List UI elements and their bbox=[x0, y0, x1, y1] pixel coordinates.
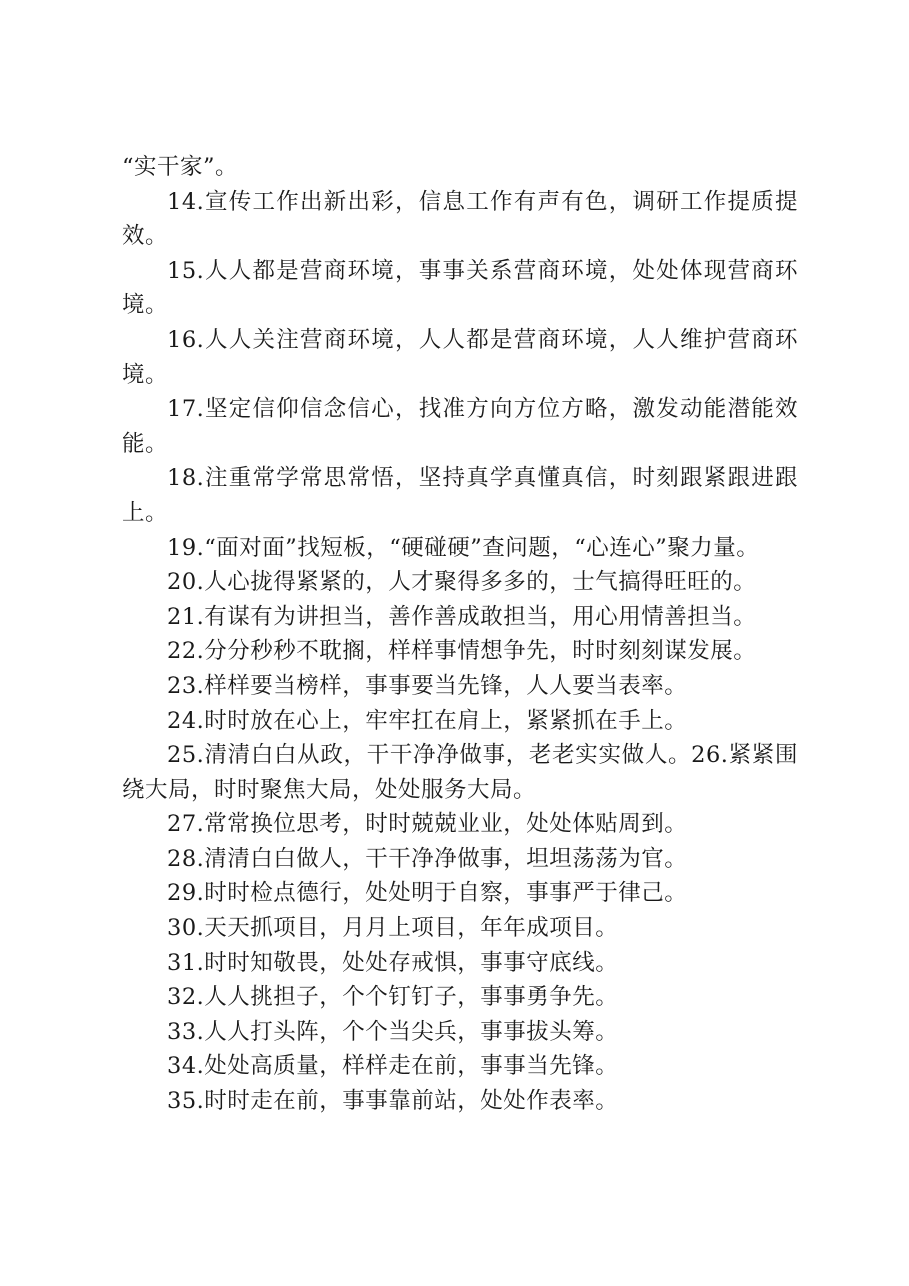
paragraph-30: 30.天天抓项目，月月上项目，年年成项目。 bbox=[167, 915, 619, 942]
paragraph-18: 18.注重常学常思常悟，坚持真学真懂真信，时刻跟紧跟进跟上。 bbox=[122, 465, 798, 526]
paragraph-32: 32.人人挑担子，个个钉钉子，事事勇争先。 bbox=[167, 984, 619, 1011]
paragraph-29: 29.时时检点德行，处处明于自察，事事严于律己。 bbox=[167, 880, 688, 907]
paragraph-14: 14.宣传工作出新出彩，信息工作有声有色，调研工作提质提效。 bbox=[122, 188, 798, 250]
paragraph-35: 35.时时走在前，事事靠前站，处处作表率。 bbox=[167, 1088, 619, 1115]
paragraph-22: 22.分分秒秒不耽搁，样样事情想争先，时时刻刻谋发展。 bbox=[167, 638, 757, 665]
paragraph-20: 20.人心拢得紧紧的，人才聚得多多的，士气搞得旺旺的。 bbox=[167, 569, 757, 596]
paragraph-31: 31.时时知敬畏，处处存戒惧，事事守底线。 bbox=[167, 949, 619, 976]
paragraph-27: 27.常常换位思考，时时兢兢业业，处处体贴周到。 bbox=[167, 811, 688, 838]
document-body bbox=[122, 150, 798, 1119]
paragraph-33: 33.人人打头阵，个个当尖兵，事事拔头筹。 bbox=[167, 1018, 619, 1045]
paragraph-21: 21.有谋有为讲担当，善作善成敢担当，用心用情善担当。 bbox=[167, 603, 757, 630]
paragraph-16: 16.人人关注营商环境，人人都是营商环境，人人维护营商环境。 bbox=[122, 326, 798, 388]
paragraph-19: 19.“面对面”找短板，“硬碰硬”查问题，“心连心”聚力量。 bbox=[167, 534, 760, 561]
paragraph-continuation: “实干家”。 bbox=[122, 154, 239, 180]
paragraph-24: 24.时时放在心上，牢牢扛在肩上，紧紧抓在手上。 bbox=[167, 707, 688, 734]
paragraph-34: 34.处处高质量，样样走在前，事事当先锋。 bbox=[167, 1053, 619, 1080]
paragraph-17: 17.坚定信仰信念信心，找准方向方位方略，激发动能潜能效能。 bbox=[122, 396, 798, 457]
paragraph-23: 23.样样要当榜样，事事要当先锋，人人要当表率。 bbox=[167, 672, 688, 699]
paragraph-25-26: 25.清清白白从政，干干净净做事，老老实实做人。26.紧紧围绕大局，时时聚焦大局，处处服务大局。 bbox=[122, 742, 798, 803]
paragraph-28: 28.清清白白做人，干干净净做事，坦坦荡荡为官。 bbox=[167, 845, 688, 872]
paragraph-15: 15.人人都是营商环境，事事关系营商环境，处处体现营商环境。 bbox=[122, 257, 798, 319]
